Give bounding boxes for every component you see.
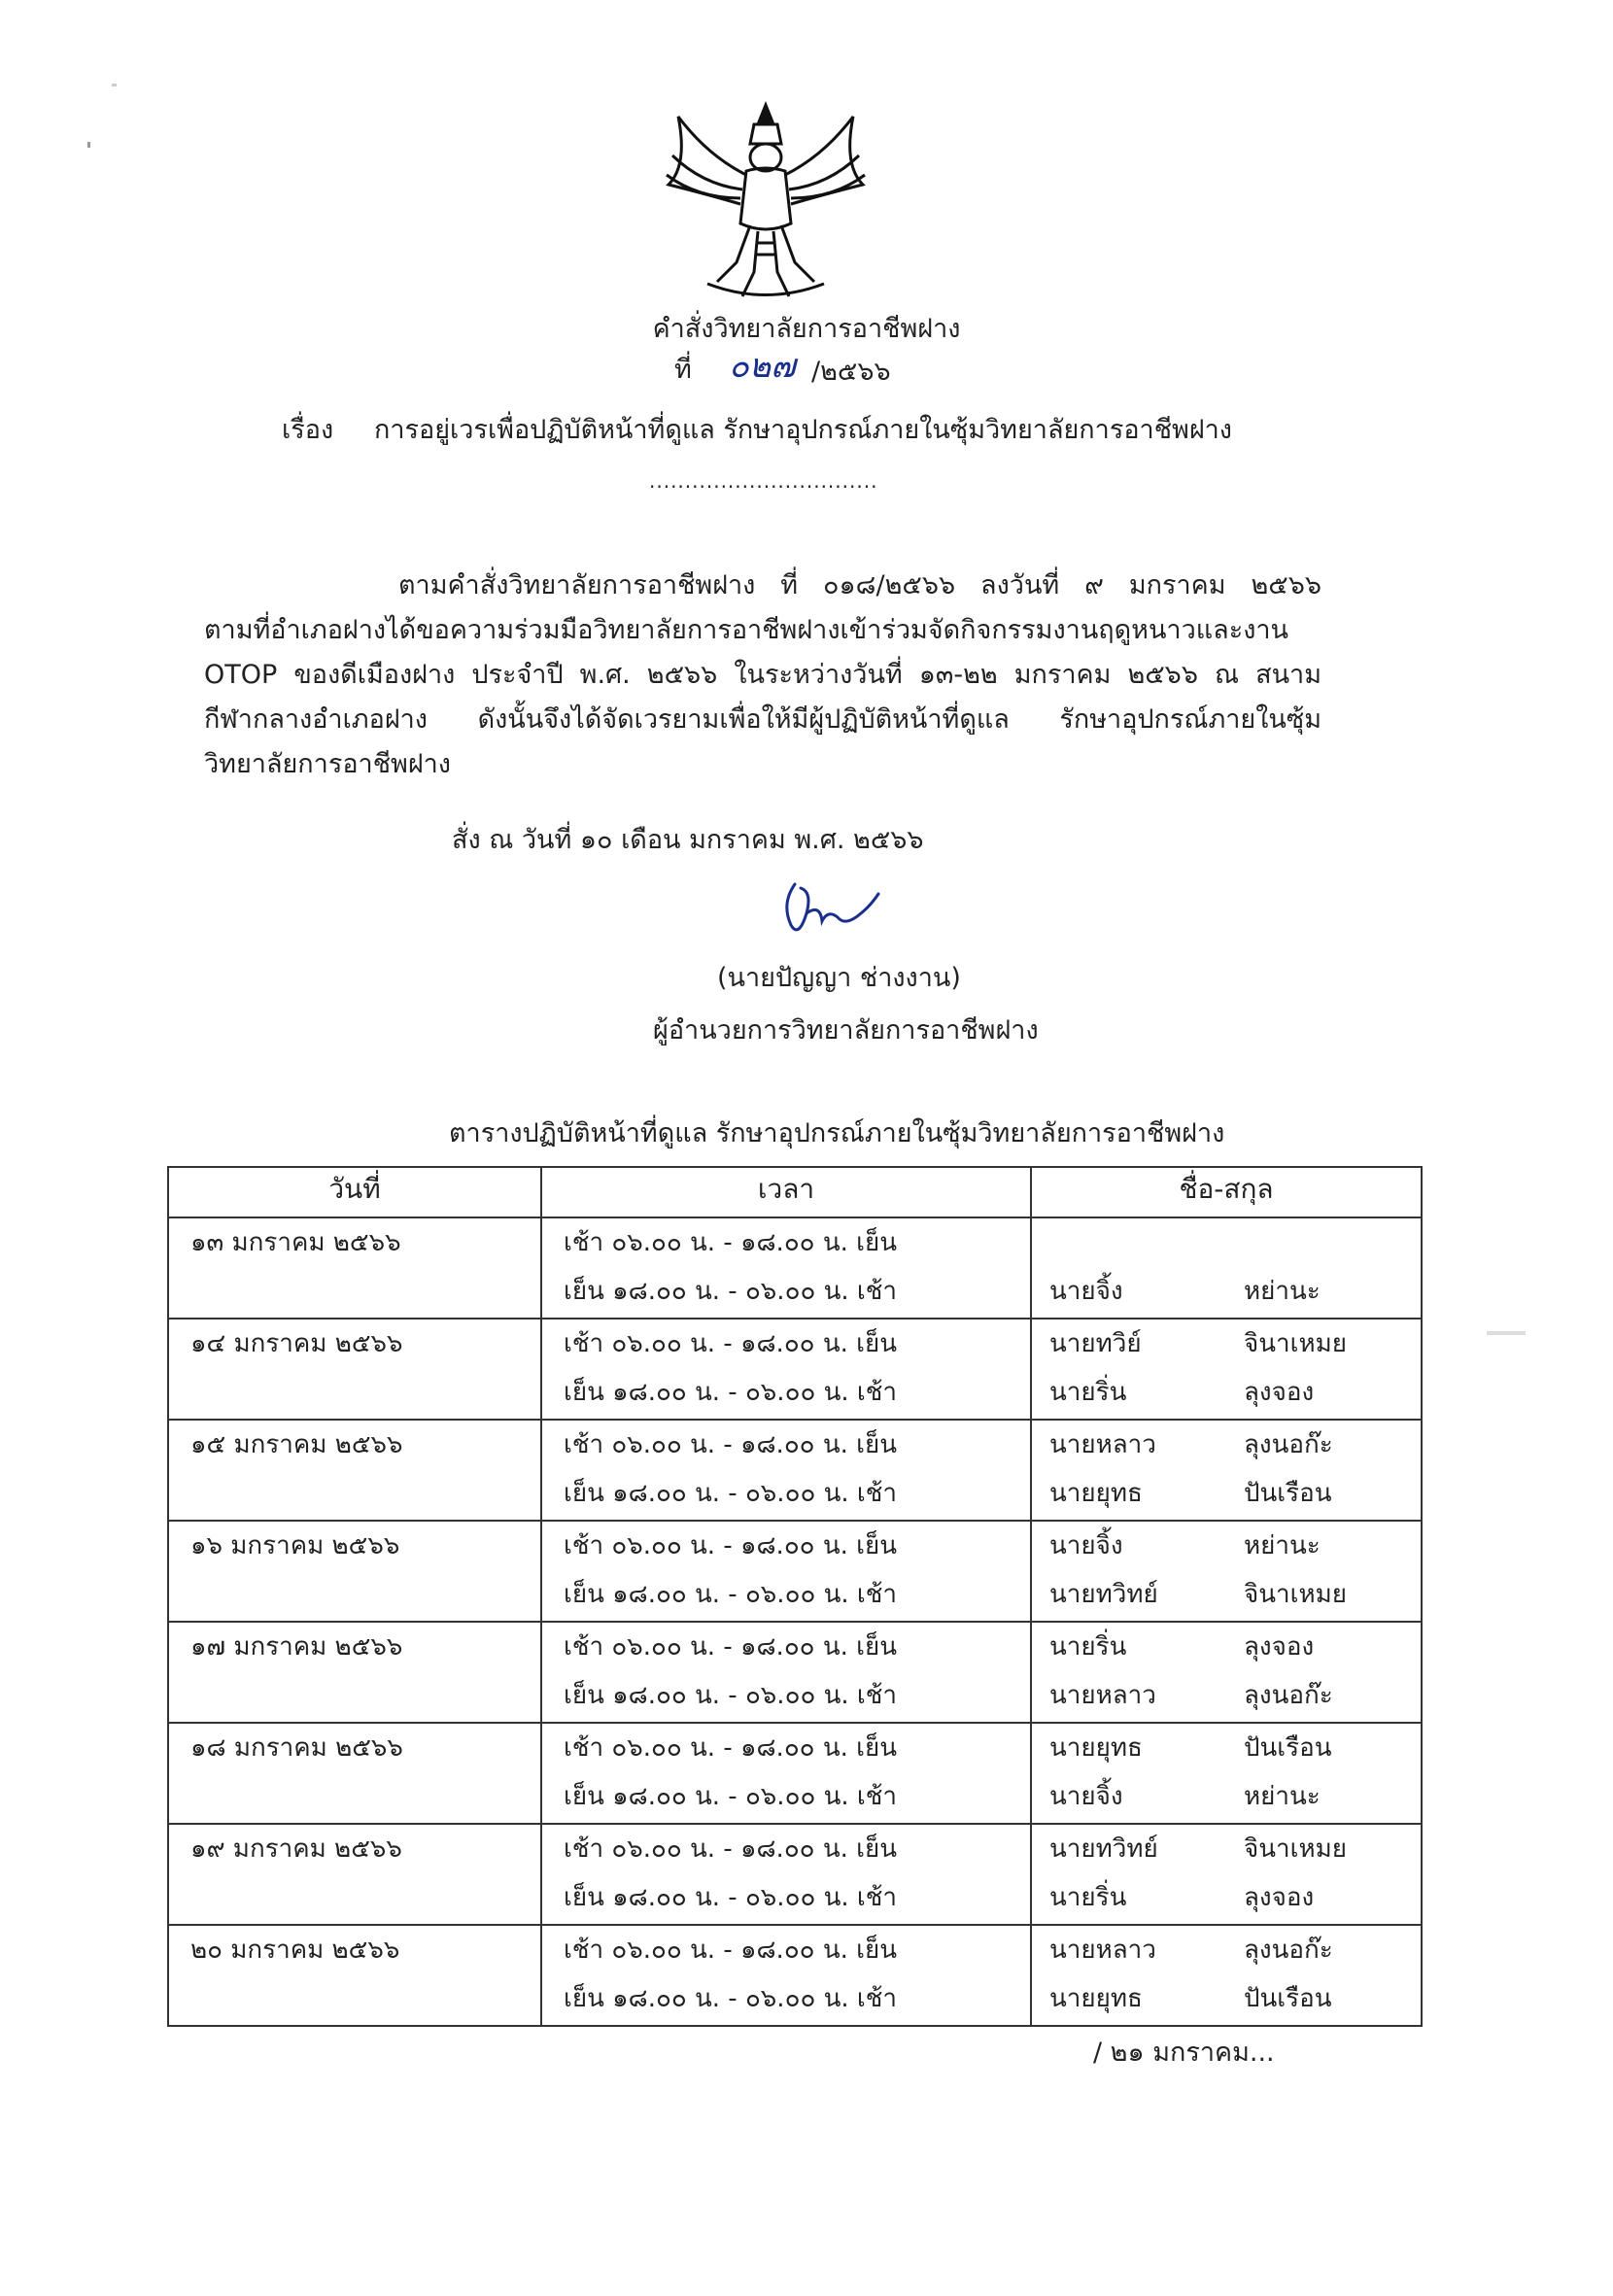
- night-shift-person: [1049, 1267, 1421, 1316]
- table-row: [168, 1622, 1422, 1723]
- last-name: ลุงนอก๊ะ: [1244, 1681, 1333, 1710]
- date-text: ๑๓ มกราคม ๒๕๖๖: [190, 1228, 401, 1257]
- first-name: นายยุทธ: [1049, 1479, 1143, 1508]
- last-name: หย่านะ: [1244, 1277, 1321, 1306]
- body-line: กีฬากลางอำเภอฝาง ดังนั้นจึงได้จัดเวรยามเพื่อให้มีผู้ปฏิบัติหน้าที่ดูแล รักษาอุปกรณ์ภายในซุ้ม: [204, 704, 1321, 735]
- time-cell: [541, 1622, 1031, 1723]
- night-shift: เย็น ๑๘.๐๐ น. - ๐๖.๐๐ น. เช้า: [564, 1883, 898, 1912]
- night-shift-person: [1049, 1570, 1421, 1619]
- night-shift-person: [1049, 1873, 1421, 1922]
- time-cell: [541, 1723, 1031, 1824]
- last-name: จินาเหมย: [1244, 1834, 1348, 1864]
- name-cell: [1031, 1622, 1422, 1723]
- night-shift: เย็น ๑๘.๐๐ น. - ๐๖.๐๐ น. เช้า: [564, 1479, 898, 1508]
- night-shift-person: [1049, 1368, 1421, 1417]
- last-name: ปันเรือน: [1244, 1479, 1332, 1508]
- name-cell: [1031, 1824, 1422, 1925]
- table-header-row: [168, 1167, 1422, 1217]
- schedule-table: [167, 1166, 1423, 2027]
- schedule-caption: ตารางปฏิบัติหน้าที่ดูแล รักษาอุปกรณ์ภายในซุ้มวิทยาลัยการอาชีพฝาง: [449, 1118, 1225, 1148]
- table-row: [168, 1723, 1422, 1824]
- date-cell: [168, 1217, 541, 1319]
- date-cell: [168, 1824, 541, 1925]
- last-name: ลุงจอง: [1244, 1378, 1315, 1407]
- document-title: คำสั่งวิทยาลัยการอาชีพฝาง: [652, 314, 961, 344]
- table-row: [168, 1925, 1422, 2026]
- signatory-position: ผู้อำนวยการวิทยาลัยการอาชีพฝาง: [653, 1015, 1039, 1045]
- night-shift: เย็น ๑๘.๐๐ น. - ๐๖.๐๐ น. เช้า: [564, 1378, 898, 1407]
- night-shift-person: [1049, 1974, 1421, 2023]
- date-text: ๒๐ มกราคม ๒๕๖๖: [190, 1936, 400, 1965]
- day-shift-person: [1049, 1825, 1421, 1873]
- day-shift-person: [1049, 1522, 1421, 1570]
- day-shift: เช้า ๐๖.๐๐ น. - ๑๘.๐๐ น. เย็น: [564, 1733, 898, 1763]
- body-line: ตามคำสั่งวิทยาลัยการอาชีพฝาง ที่ ๐๑๘/๒๕๖๖ ลงวันที่ ๙ มกราคม ๒๕๖๖: [398, 570, 1321, 600]
- last-name: ลุงจอง: [1244, 1883, 1315, 1912]
- header-name: ชื่อ-สกุล: [1031, 1167, 1422, 1217]
- night-shift: เย็น ๑๘.๐๐ น. - ๐๖.๐๐ น. เช้า: [564, 1681, 898, 1710]
- first-name: นายริ่น: [1049, 1632, 1127, 1662]
- day-shift-person: [1049, 1421, 1421, 1469]
- header-time: เวลา: [541, 1167, 1031, 1217]
- date-text: ๑๗ มกราคม ๒๕๖๖: [190, 1632, 403, 1662]
- name-cell: [1031, 1723, 1422, 1824]
- table-row: [168, 1319, 1422, 1420]
- name-cell: [1031, 1319, 1422, 1420]
- name-cell: [1031, 1217, 1422, 1319]
- first-name: นายหลาว: [1049, 1681, 1156, 1710]
- date-text: ๑๔ มกราคม ๒๕๖๖: [190, 1329, 403, 1358]
- night-shift: เย็น ๑๘.๐๐ น. - ๐๖.๐๐ น. เช้า: [564, 1782, 898, 1811]
- last-name: ลุงจอง: [1244, 1632, 1315, 1662]
- subject-label: เรื่อง: [282, 415, 334, 445]
- first-name: นายยุทธ: [1049, 1984, 1143, 2013]
- night-shift-person: [1049, 1671, 1421, 1720]
- night-shift: เย็น ๑๘.๐๐ น. - ๐๖.๐๐ น. เช้า: [564, 1984, 898, 2013]
- table-row: [168, 1217, 1422, 1319]
- order-number: ๐๒๗: [729, 347, 796, 386]
- first-name: นายริ่น: [1049, 1883, 1127, 1912]
- last-name: ปันเรือน: [1244, 1733, 1332, 1763]
- signature: [777, 874, 884, 942]
- name-cell: [1031, 1925, 1422, 2026]
- body-line: ตามที่อำเภอฝางได้ขอความร่วมมือวิทยาลัยการอาชีพฝางเข้าร่วมจัดกิจกรรมงานฤดูหนาวและงาน: [204, 615, 1288, 645]
- scan-mark: [87, 142, 90, 148]
- body-line: วิทยาลัยการอาชีพฝาง: [204, 749, 451, 779]
- first-name: นายจิ้ง: [1049, 1531, 1123, 1560]
- night-shift-person: [1049, 1772, 1421, 1821]
- header-date: วันที่: [168, 1167, 541, 1217]
- body-line: OTOP ของดีเมืองฝาง ประจำปี พ.ศ. ๒๕๖๖ ในระหว่างวันที่ ๑๓-๒๒ มกราคม ๒๕๖๖ ณ สนาม: [204, 660, 1321, 690]
- day-shift-person: [1049, 1926, 1421, 1974]
- date-cell: [168, 1319, 541, 1420]
- date-cell: [168, 1420, 541, 1521]
- date-text: ๑๖ มกราคม ๒๕๖๖: [190, 1531, 400, 1560]
- signatory-name: (นายปัญญา ช่างงาน): [717, 963, 961, 993]
- first-name: นายริ่น: [1049, 1378, 1127, 1407]
- day-shift: เช้า ๐๖.๐๐ น. - ๑๘.๐๐ น. เย็น: [564, 1430, 898, 1459]
- night-shift-person: [1049, 1469, 1421, 1518]
- subject-text: การอยู่เวรเพื่อปฏิบัติหน้าที่ดูแล รักษาอุปกรณ์ภายในซุ้มวิทยาลัยการอาชีพฝาง: [374, 415, 1232, 445]
- name-cell: [1031, 1420, 1422, 1521]
- day-shift: เช้า ๐๖.๐๐ น. - ๑๘.๐๐ น. เย็น: [564, 1329, 898, 1358]
- last-name: ปันเรือน: [1244, 1984, 1332, 2013]
- date-cell: [168, 1521, 541, 1622]
- order-year: /๒๕๖๖: [811, 357, 891, 387]
- day-shift: เช้า ๐๖.๐๐ น. - ๑๘.๐๐ น. เย็น: [564, 1632, 898, 1662]
- time-cell: [541, 1521, 1031, 1622]
- table-row: [168, 1824, 1422, 1925]
- date-text: ๑๙ มกราคม ๒๕๖๖: [190, 1834, 402, 1864]
- date-cell: [168, 1622, 541, 1723]
- last-name: ลุงนอก๊ะ: [1244, 1430, 1333, 1459]
- first-name: นายทวิทย์: [1049, 1834, 1158, 1864]
- date-text: ๑๕ มกราคม ๒๕๖๖: [190, 1430, 403, 1459]
- order-date: สั่ง ณ วันที่ ๑๐ เดือน มกราคม พ.ศ. ๒๕๖๖: [452, 825, 924, 855]
- day-shift-person: [1049, 1218, 1421, 1267]
- continuation-note: / ๒๑ มกราคม...: [1093, 2038, 1275, 2068]
- time-cell: [541, 1925, 1031, 2026]
- body-paragraph: [204, 564, 1321, 787]
- first-name: นายยุทธ: [1049, 1733, 1143, 1763]
- night-shift: เย็น ๑๘.๐๐ น. - ๐๖.๐๐ น. เช้า: [564, 1580, 898, 1609]
- first-name: นายหลาว: [1049, 1430, 1156, 1459]
- night-shift: เย็น ๑๘.๐๐ น. - ๐๖.๐๐ น. เช้า: [564, 1277, 898, 1306]
- day-shift-person: [1049, 1319, 1421, 1368]
- last-name: ลุงนอก๊ะ: [1244, 1936, 1333, 1965]
- scan-mark: [1487, 1331, 1526, 1335]
- time-cell: [541, 1319, 1031, 1420]
- first-name: นายทวิย์: [1049, 1329, 1142, 1358]
- garuda-emblem-icon: [649, 97, 882, 306]
- last-name: หย่านะ: [1244, 1531, 1321, 1560]
- day-shift: เช้า ๐๖.๐๐ น. - ๑๘.๐๐ น. เย็น: [564, 1228, 898, 1257]
- last-name: จินาเหมย: [1244, 1580, 1348, 1609]
- time-cell: [541, 1217, 1031, 1319]
- name-cell: [1031, 1521, 1422, 1622]
- first-name: นายหลาว: [1049, 1936, 1156, 1965]
- date-text: ๑๘ มกราคม ๒๕๖๖: [190, 1733, 403, 1763]
- day-shift: เช้า ๐๖.๐๐ น. - ๑๘.๐๐ น. เย็น: [564, 1936, 898, 1965]
- date-cell: [168, 1723, 541, 1824]
- day-shift-person: [1049, 1623, 1421, 1671]
- last-name: จินาเหมย: [1244, 1329, 1348, 1358]
- time-cell: [541, 1420, 1031, 1521]
- order-prefix: ที่: [674, 355, 692, 385]
- first-name: นายจิ้ง: [1049, 1277, 1123, 1306]
- time-cell: [541, 1824, 1031, 1925]
- table-row: [168, 1420, 1422, 1521]
- last-name: หย่านะ: [1244, 1782, 1321, 1811]
- date-cell: [168, 1925, 541, 2026]
- day-shift: เช้า ๐๖.๐๐ น. - ๑๘.๐๐ น. เย็น: [564, 1834, 898, 1864]
- day-shift-person: [1049, 1724, 1421, 1772]
- table-row: [168, 1521, 1422, 1622]
- scan-mark: [112, 84, 117, 86]
- separator-dots: ................................: [649, 469, 878, 493]
- day-shift: เช้า ๐๖.๐๐ น. - ๑๘.๐๐ น. เย็น: [564, 1531, 898, 1560]
- first-name: นายจิ้ง: [1049, 1782, 1123, 1811]
- first-name: นายทวิทย์: [1049, 1580, 1158, 1609]
